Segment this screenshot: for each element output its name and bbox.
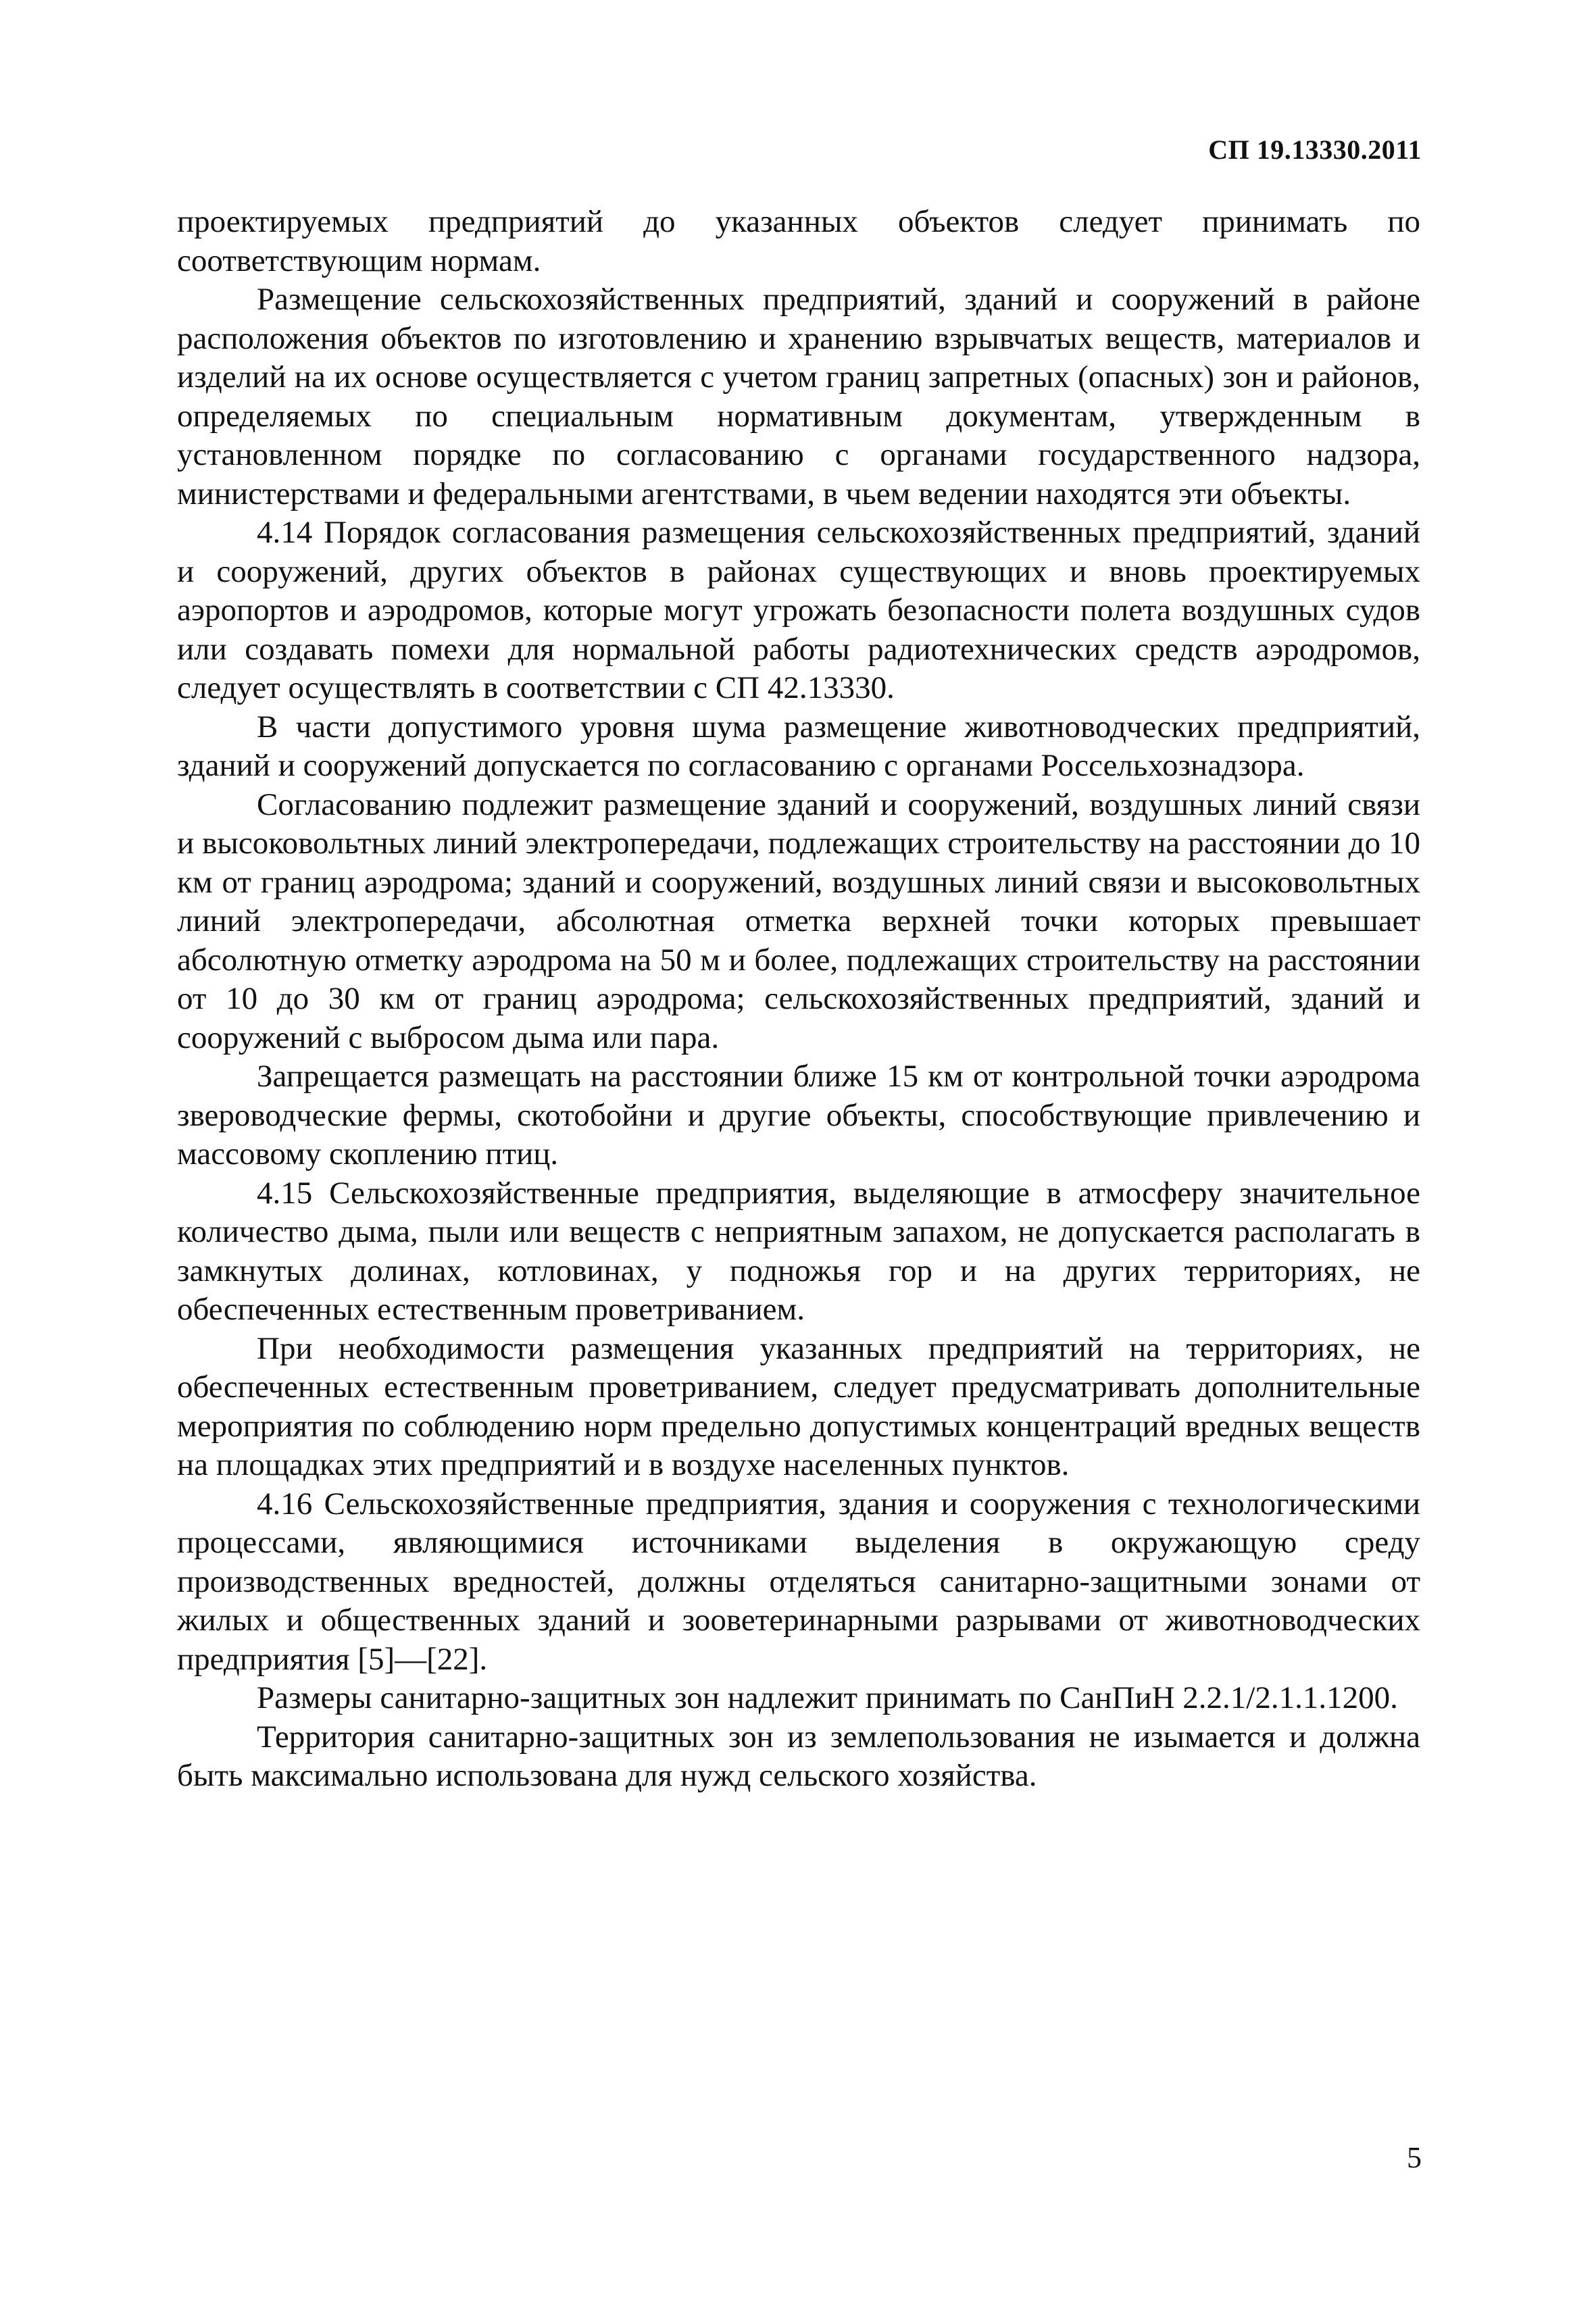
- paragraph-sanitary-zone-territory: Территория санитарно-защитных зон из землепользования не изымается и должна быть максимально использована для нужд сельского хозяйства.: [177, 1719, 1420, 1793]
- document-body: [177, 203, 1420, 1796]
- paragraph-noise-level: В части допустимого уровня шума размещение животноводческих предприятий, зданий и сооружений допускается по согласованию с органами Россельхознадзора.: [177, 709, 1420, 783]
- paragraph-4-14: 4.14 Порядок согласования размещения сельскохозяйственных предприятий, зданий и сооружений, других объектов в районах существующих и вновь проектируемых аэропортов и аэродромов, которые могут угрожать безопасности полета воздушных судов или создавать помехи для нормальной работы радиотехнических средств аэродромов, следует осуществлять в соответствии с СП 42.13330.: [177, 515, 1420, 705]
- paragraph-4-16: 4.16 Сельскохозяйственные предприятия, здания и сооружения с технологическими процессами, являющимися источниками выделения в окружающую среду производственных вредностей, должны отделяться санитарно-защитными зонами от жилых и общественных зданий и зооветеринарными разрывами от животноводческих предприятия [5]—[22].: [177, 1486, 1420, 1677]
- paragraph-sanitary-zone-sizes: Размеры санитарно-защитных зон надлежит принимать по СанПиН 2.2.1/2.1.1.1200.: [257, 1680, 1398, 1715]
- paragraph-4-15: 4.15 Сельскохозяйственные предприятия, выделяющие в атмосферу значительное количество дыма, пыли или веществ с неприятным запахом, не допускается располагать в замкнутых долинах, котловинах, у подножья гор и на других территориях, не обеспеченных естественным проветриванием.: [177, 1175, 1420, 1327]
- paragraph-aerodrome-approval: Согласованию подлежит размещение зданий и сооружений, воздушных линий связи и высоковольтных линий электропередачи, подлежащих строительству на расстоянии до 10 км от границ аэродрома; зданий и сооружений, воздушных линий связи и высоковольтных линий электропередачи, абсолютная отметка верхней точки которых превышает абсолютную отметку аэродрома на 50 м и более, подлежащих строительству на расстоянии от 10 до 30 км от границ аэродрома; сельскохозяйственных предприятий, зданий и сооружений с выбросом дыма или пара.: [177, 786, 1420, 1055]
- paragraph-explosives-zones: Размещение сельскохозяйственных предприятий, зданий и сооружений в районе расположения объектов по изготовлению и хранению взрывчатых веществ, материалов и изделий на их основе осуществляется с учетом границ запретных (опасных) зон и районов, определяемых по специальным нормативным документам, утвержденным в установленном порядке по согласованию с органами государственного надзора, министерствами и федеральными агентствами, в чьем ведении находятся эти объекты.: [177, 282, 1420, 511]
- document-code-header: СП 19.13330.2011: [1208, 134, 1422, 165]
- paragraph-continuation: проектируемых предприятий до указанных объектов следует принимать по соответствующим нормам.: [177, 204, 1420, 278]
- paragraph-ventilation-measures: При необходимости размещения указанных предприятий на территориях, не обеспеченных естественным проветриванием, следует предусматривать дополнительные мероприятия по соблюдению норм предельно допустимых концентраций вредных веществ на площадках этих предприятий и в воздухе населенных пунктов.: [177, 1330, 1420, 1482]
- page-number: 5: [1407, 2141, 1422, 2174]
- paragraph-bird-prohibition: Запрещается размещать на расстоянии ближе 15 км от контрольной точки аэродрома звероводческие фермы, скотобойни и другие объекты, способствующие привлечению и массовому скоплению птиц.: [177, 1059, 1420, 1172]
